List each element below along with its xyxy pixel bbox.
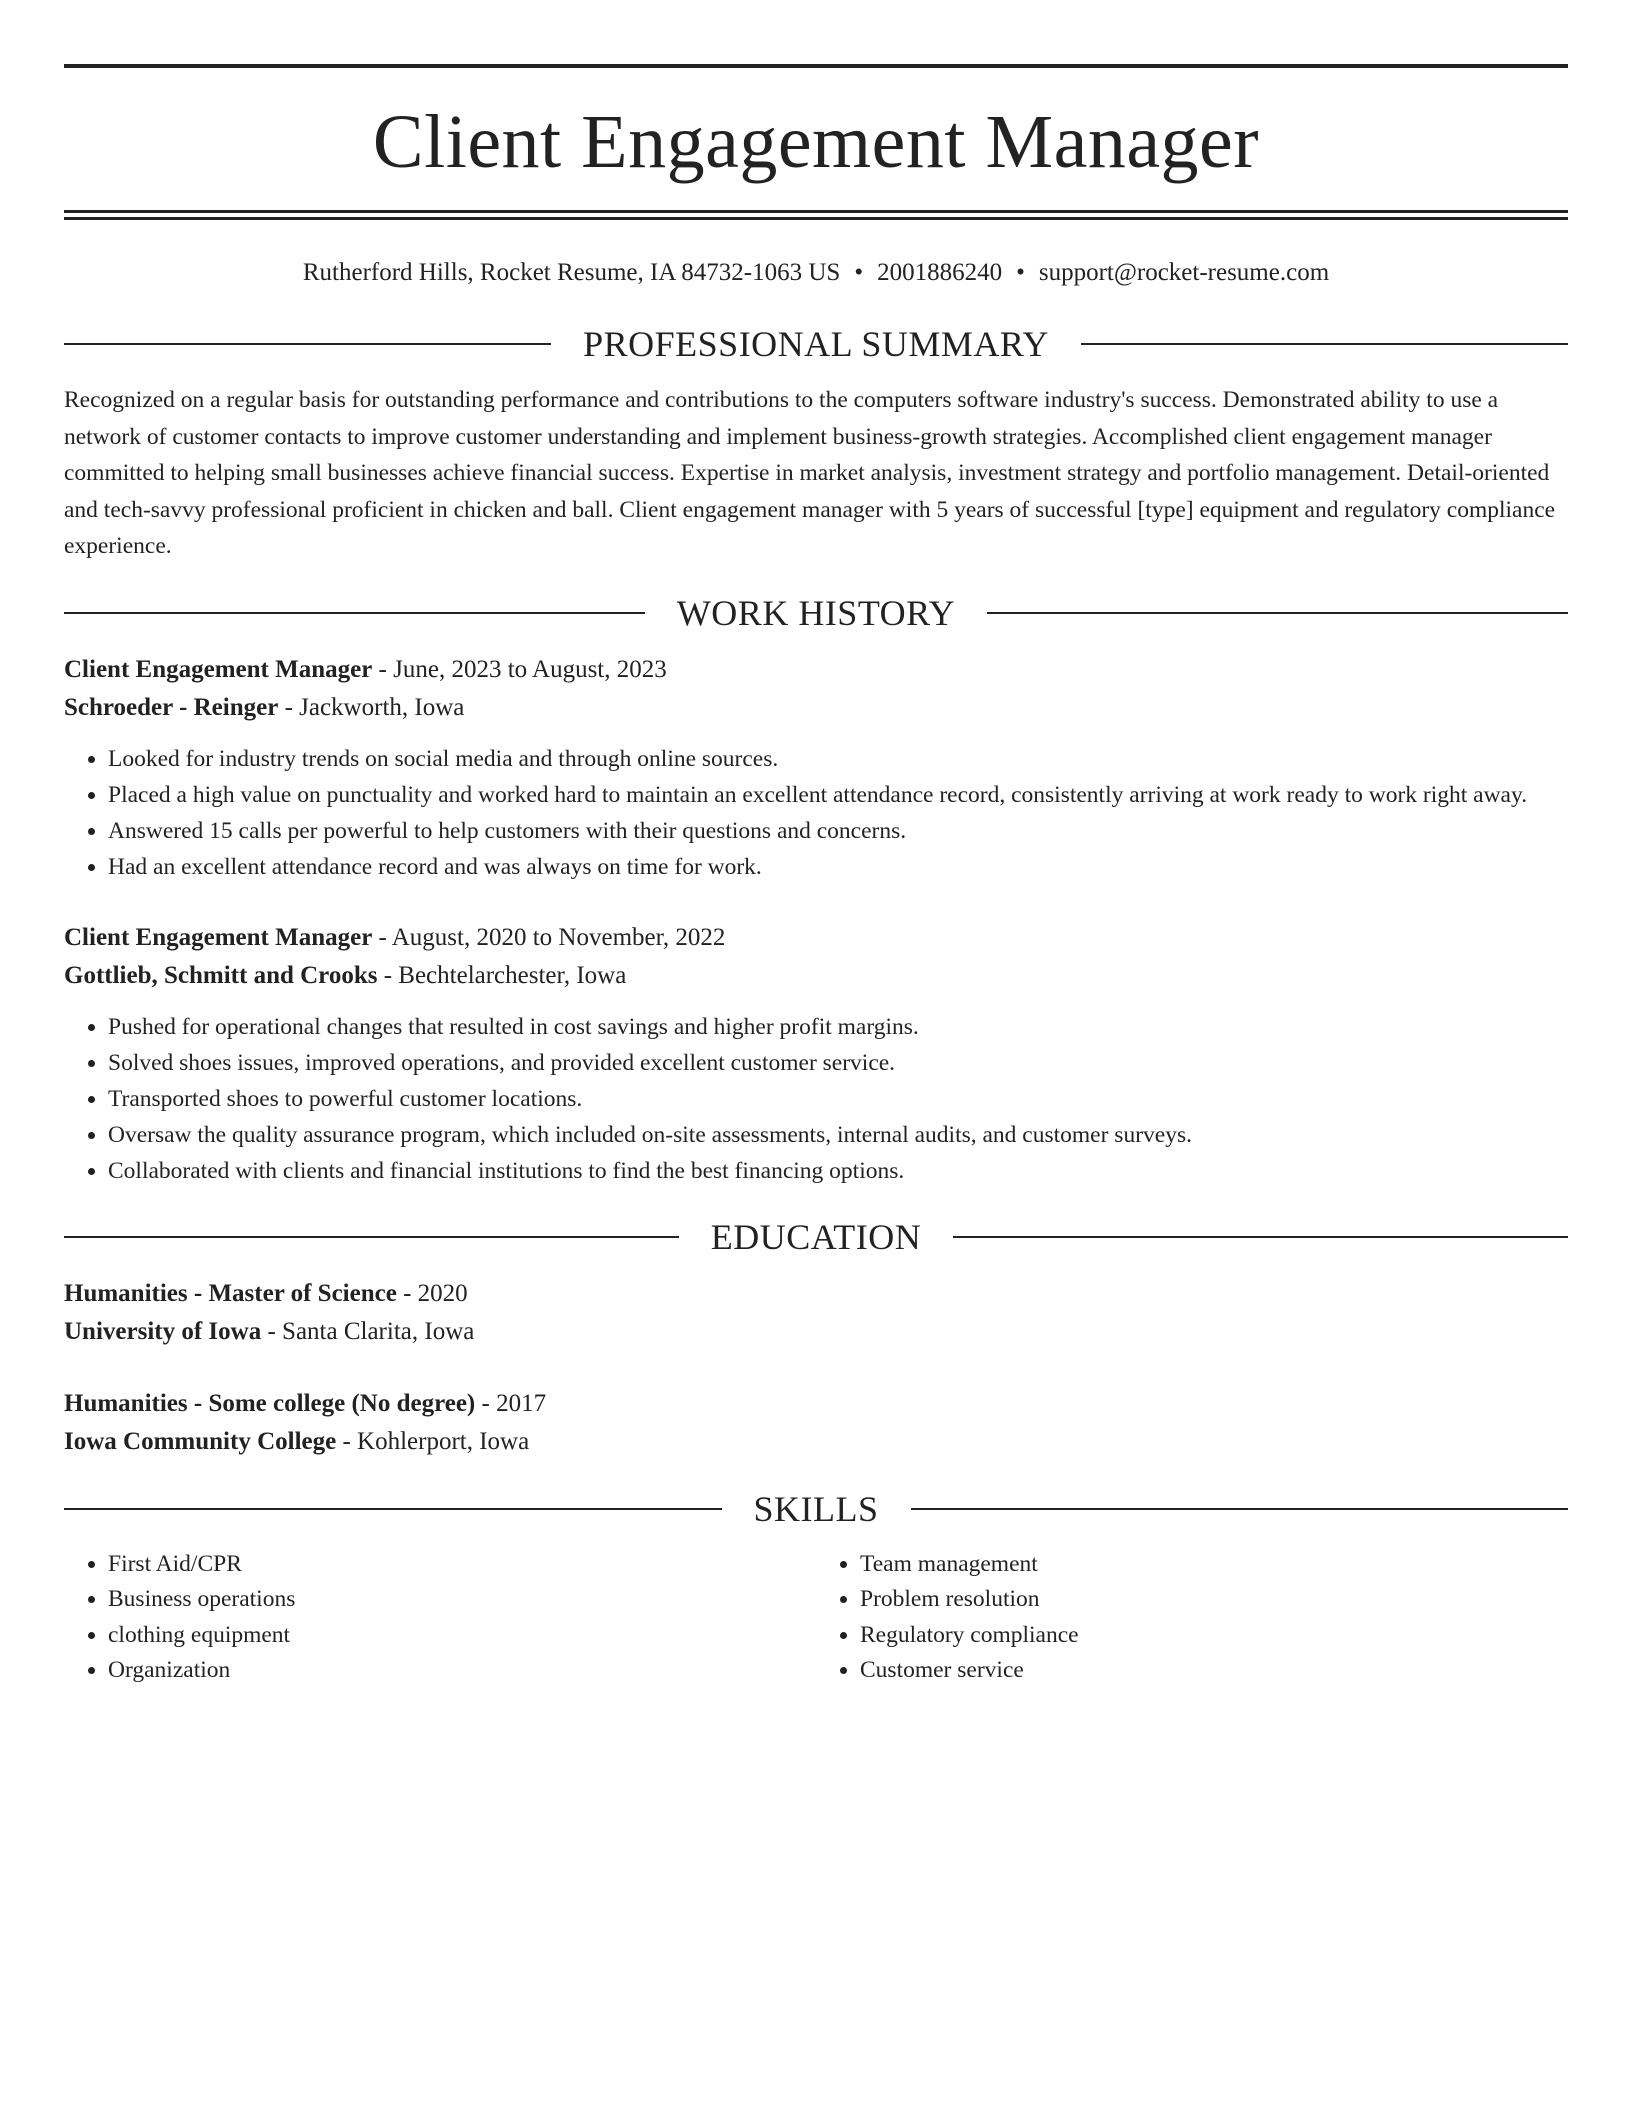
section-rule	[953, 1236, 1568, 1238]
list-item: • Oversaw the quality assurance program, which included on-site assessments, internal audits, and customer surveys.	[108, 1117, 1568, 1153]
job-title: Client Engagement Manager	[64, 655, 373, 683]
section-title: EDUCATION	[710, 1216, 922, 1257]
section-rule	[64, 343, 551, 345]
section-title: WORK HISTORY	[676, 592, 956, 633]
section-header-work	[64, 592, 1568, 633]
section-header-skills	[64, 1488, 1568, 1529]
work-entry	[64, 919, 1568, 1189]
list-item: • Had an excellent attendance record and was always on time for work.	[108, 849, 1568, 885]
double-rule	[64, 210, 1568, 220]
skill-item: • Regulatory compliance	[860, 1618, 1568, 1654]
list-item: • Looked for industry trends on social media and through online sources.	[108, 741, 1568, 777]
job-dates: - August, 2020 to November, 2022	[372, 923, 726, 951]
resume-name: Client Engagement Manager	[372, 100, 1260, 184]
contact-address: Rutherford Hills, Rocket Resume, IA 84732-1063 US	[302, 259, 841, 286]
list-item: • Solved shoes issues, improved operations, and provided excellent customer service.	[108, 1045, 1568, 1081]
contact-separator: •	[854, 259, 864, 286]
section-header-summary	[64, 326, 1568, 362]
education-entry	[64, 1275, 1568, 1351]
job-bullets	[64, 1009, 1568, 1189]
education-entry	[64, 1385, 1568, 1461]
skill-item: • clothing equipment	[108, 1618, 816, 1654]
section-title: SKILLS	[753, 1488, 879, 1529]
section-rule	[987, 612, 1568, 614]
contact-email[interactable]: support@rocket-resume.com	[1038, 259, 1330, 286]
school-location: - Kohlerport, Iowa	[336, 1427, 530, 1455]
skill-item: • Problem resolution	[860, 1582, 1568, 1618]
degree: Humanities - Master of Science	[64, 1279, 397, 1307]
skill-item: • First Aid/CPR	[108, 1547, 816, 1583]
skills-column-right	[816, 1547, 1568, 1689]
job-dates: - June, 2023 to August, 2023	[372, 655, 667, 683]
company-location: - Jackworth, Iowa	[278, 693, 465, 721]
school-name: Iowa Community College	[64, 1427, 337, 1455]
summary-text: Recognized on a regular basis for outstanding performance and contributions to the computers software industry's success. Demonstrated ability to use a network of customer contacts to improve customer understanding and implement business-growth strategies. Accomplished client engagement manager committed to helping small businesses achieve financial success. Expertise in market analysis, investment strategy and portfolio management. Detail-oriented and tech-savvy professional proficient in chicken and ball. Client engagement manager with 5 years of successful [type] equipment and regulatory compliance experience.	[64, 387, 1556, 559]
skill-item: • Organization	[108, 1653, 816, 1689]
contact-phone: 2001886240	[877, 259, 1003, 286]
section-title: PROFESSIONAL SUMMARY	[583, 324, 1049, 364]
degree-year: - 2017	[475, 1389, 547, 1417]
company-name: Gottlieb, Schmitt and Crooks	[64, 961, 378, 989]
work-entry	[64, 651, 1568, 885]
section-rule	[64, 1236, 679, 1238]
list-item: • Collaborated with clients and financial institutions to find the best financing options.	[108, 1153, 1568, 1189]
contact-line	[64, 258, 1568, 288]
job-bullets	[64, 741, 1568, 885]
resume-page	[64, 64, 1568, 1689]
skills-list	[64, 1547, 1568, 1689]
skill-item: • Team management	[860, 1547, 1568, 1583]
section-rule	[911, 1508, 1569, 1510]
degree-year: - 2020	[396, 1279, 468, 1307]
company-location: - Bechtelarchester, Iowa	[377, 961, 627, 989]
list-item: • Pushed for operational changes that resulted in cost savings and higher profit margins.	[108, 1009, 1568, 1045]
skill-item: • Business operations	[108, 1582, 816, 1618]
list-item: • Transported shoes to powerful customer locations.	[108, 1081, 1568, 1117]
school-location: - Santa Clarita, Iowa	[261, 1317, 475, 1345]
school-name: University of Iowa	[64, 1317, 262, 1345]
contact-separator: •	[1016, 259, 1025, 286]
section-rule	[1081, 343, 1568, 345]
degree: Humanities - Some college (No degree)	[64, 1389, 476, 1417]
skills-column-left	[64, 1547, 816, 1689]
section-rule	[64, 1508, 722, 1510]
section-rule	[64, 612, 645, 614]
list-item: • Answered 15 calls per powerful to help customers with their questions and concerns.	[108, 813, 1568, 849]
list-item: • Placed a high value on punctuality and worked hard to maintain an excellent attendance record, consistently arriving at work ready to work right away.	[108, 777, 1568, 813]
job-title: Client Engagement Manager	[64, 923, 373, 951]
top-rule	[64, 64, 1568, 68]
company-name: Schroeder - Reinger	[64, 693, 279, 721]
skill-item: • Customer service	[860, 1653, 1568, 1689]
section-header-education	[64, 1216, 1568, 1257]
